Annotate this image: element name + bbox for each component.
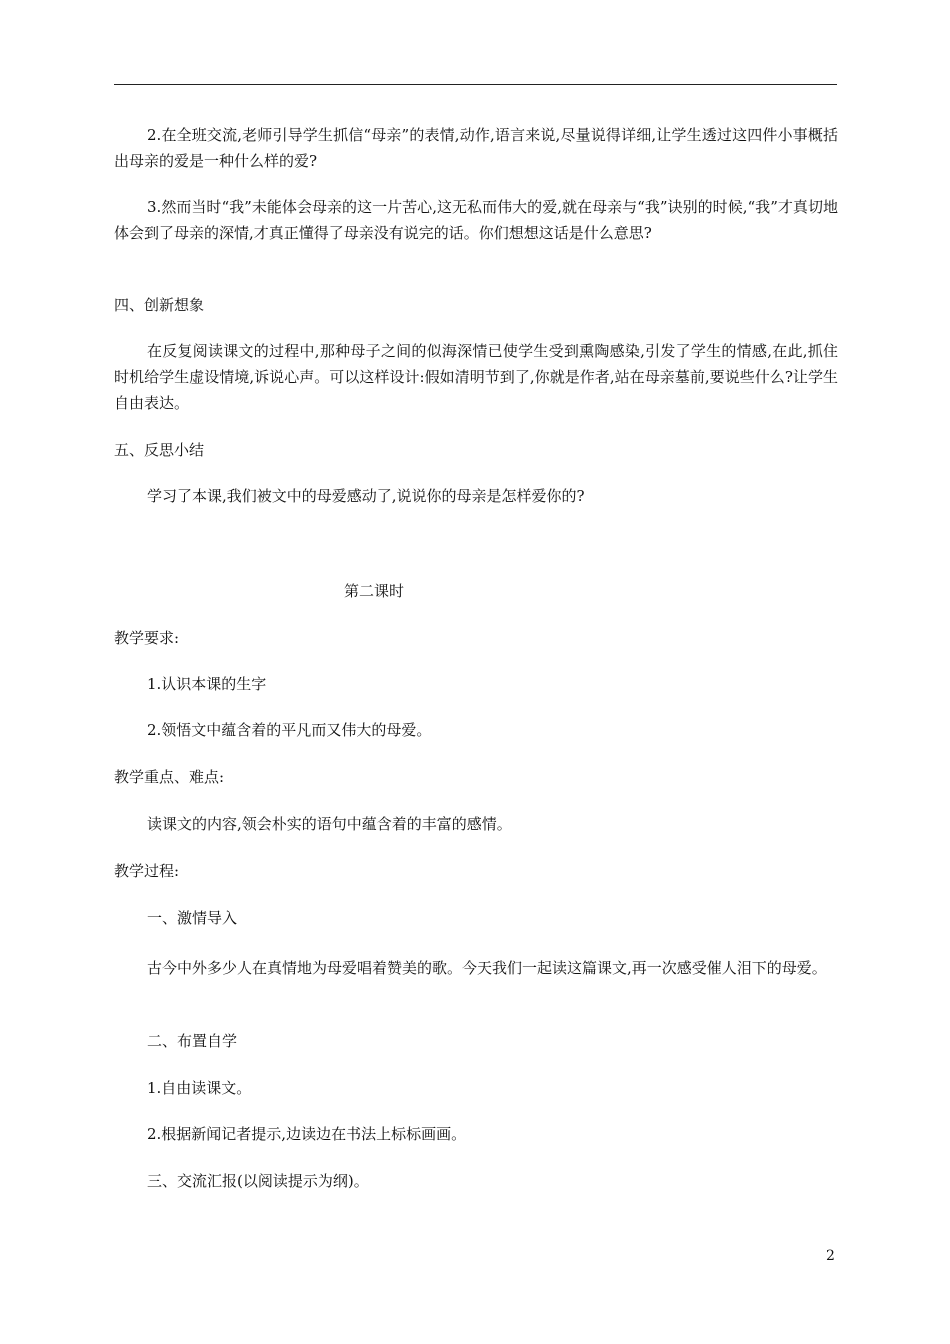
section-heading-innovation: 四、创新想象: [114, 296, 205, 314]
section-heading-reflection: 五、反思小结: [114, 441, 205, 459]
step-heading-report: 三、交流汇报(以阅读提示为纲)。: [147, 1172, 369, 1190]
step-heading-self-study: 二、布置自学: [147, 1032, 238, 1050]
lesson-title: 第二课时: [344, 582, 405, 600]
requirements-label: 教学要求:: [114, 629, 180, 647]
page-number: 2: [826, 1248, 835, 1264]
requirement-item-1: 1.认识本课的生字: [147, 675, 267, 693]
header-rule: [114, 84, 837, 85]
paragraph-discussion: 2.在全班交流,老师引导学生抓信“母亲”的表情,动作,语言来说,尽量说得详细,让学生透过这四件小事概括出母亲的爱是一种什么样的爱?: [114, 126, 838, 170]
process-label: 教学过程:: [114, 862, 180, 880]
paragraph-imagination: 在反复阅读课文的过程中,那种母子之间的似海深情已使学生受到熏陶感染,引发了学生的情感,在此,抓住时机给学生虚设情境,诉说心声。可以这样设计:假如清明节到了,你就是作者,站在母亲墓前,要说些什么?让学生自由表达。: [114, 342, 838, 412]
paragraph-reflection: 学习了本课,我们被文中的母爱感动了,说说你的母亲是怎样爱你的?: [147, 487, 585, 505]
requirement-item-2: 2.领悟文中蕴含着的平凡而又伟大的母爱。: [147, 721, 432, 739]
step-intro-text: 古今中外多少人在真情地为母爱唱着赞美的歌。今天我们一起读这篇课文,再一次感受催人泪下的母爱。: [147, 959, 827, 977]
step-heading-intro: 一、激情导入: [147, 909, 238, 927]
focus-label: 教学重点、难点:: [114, 768, 225, 786]
paragraph-understanding: 3.然而当时“我”未能体会母亲的这一片苦心,这无私而伟大的爱,就在母亲与“我”诀别的时候,“我”才真切地体会到了母亲的深情,才真正懂得了母亲没有说完的话。你们想想这话是什么意思?: [114, 198, 838, 242]
self-study-item-2: 2.根据新闻记者提示,边读边在书法上标标画画。: [147, 1125, 467, 1143]
self-study-item-1: 1.自由读课文。: [147, 1079, 252, 1097]
focus-text: 读课文的内容,领会朴实的语句中蕴含着的丰富的感情。: [147, 815, 512, 833]
